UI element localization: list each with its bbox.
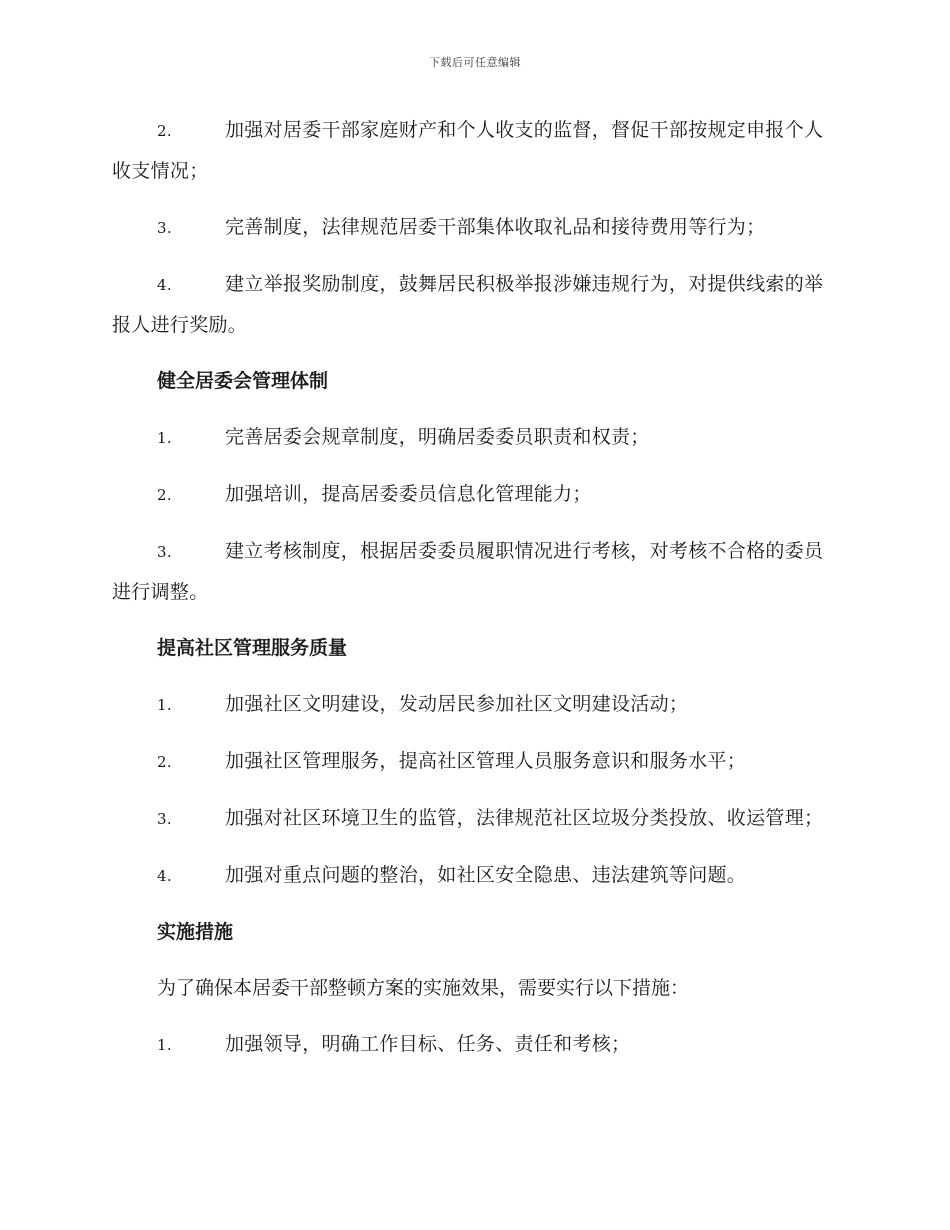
document-body <box>112 110 832 1081</box>
item-number: 3. <box>157 543 172 561</box>
item-number: 1. <box>157 429 172 447</box>
list-item <box>112 741 832 782</box>
item-text: 建立举报奖励制度，鼓舞居民积极举报涉嫌违规行为，对提供线索的举报人进行奖励。 <box>112 273 824 336</box>
item-text: 加强对重点问题的整治，如社区安全隐患、违法建筑等问题。 <box>225 864 747 886</box>
item-text: 建立考核制度，根据居委委员履职情况进行考核，对考核不合格的委员进行调整。 <box>112 540 824 603</box>
list-item <box>112 474 832 515</box>
list-item <box>112 417 832 458</box>
list-item <box>112 684 832 725</box>
section-heading: 提高社区管理服务质量 <box>157 637 348 659</box>
section-heading: 实施措施 <box>157 921 234 943</box>
list-item <box>112 1024 832 1065</box>
list-item <box>112 110 832 191</box>
page-header: 下载后可任意编辑 <box>429 56 521 69</box>
list-item <box>112 798 832 839</box>
item-text: 完善制度，法律规范居委干部集体收取礼品和接待费用等行为； <box>225 216 766 238</box>
item-text: 加强对社区环境卫生的监管，法律规范社区垃圾分类投放、收运管理； <box>225 807 824 829</box>
intro-paragraph: 为了确保本居委干部整顿方案的实施效果，需要实行以下措施： <box>157 977 690 999</box>
item-text: 加强培训，提高居委委员信息化管理能力； <box>225 483 592 505</box>
item-number: 4. <box>157 276 172 294</box>
section-heading: 健全居委会管理体制 <box>157 370 329 392</box>
list-item <box>112 531 832 612</box>
item-text: 完善居委会规章制度，明确居委委员职责和权责； <box>225 426 650 448</box>
item-number: 2. <box>157 753 172 771</box>
item-text: 加强社区管理服务，提高社区管理人员服务意识和服务水平； <box>225 750 747 772</box>
item-number: 1. <box>157 696 172 714</box>
item-number: 2. <box>157 486 172 504</box>
item-number: 1. <box>157 1036 172 1054</box>
item-number: 2. <box>157 122 172 140</box>
item-text: 加强对居委干部家庭财产和个人收支的监督，督促干部按规定申报个人收支情况； <box>112 119 824 182</box>
list-item <box>112 264 832 345</box>
list-item <box>112 207 832 248</box>
item-number: 4. <box>157 867 172 885</box>
list-item <box>112 855 832 896</box>
item-text: 加强领导，明确工作目标、任务、责任和考核； <box>225 1033 631 1055</box>
item-text: 加强社区文明建设，发动居民参加社区文明建设活动； <box>225 693 689 715</box>
item-number: 3. <box>157 810 172 828</box>
item-number: 3. <box>157 219 172 237</box>
